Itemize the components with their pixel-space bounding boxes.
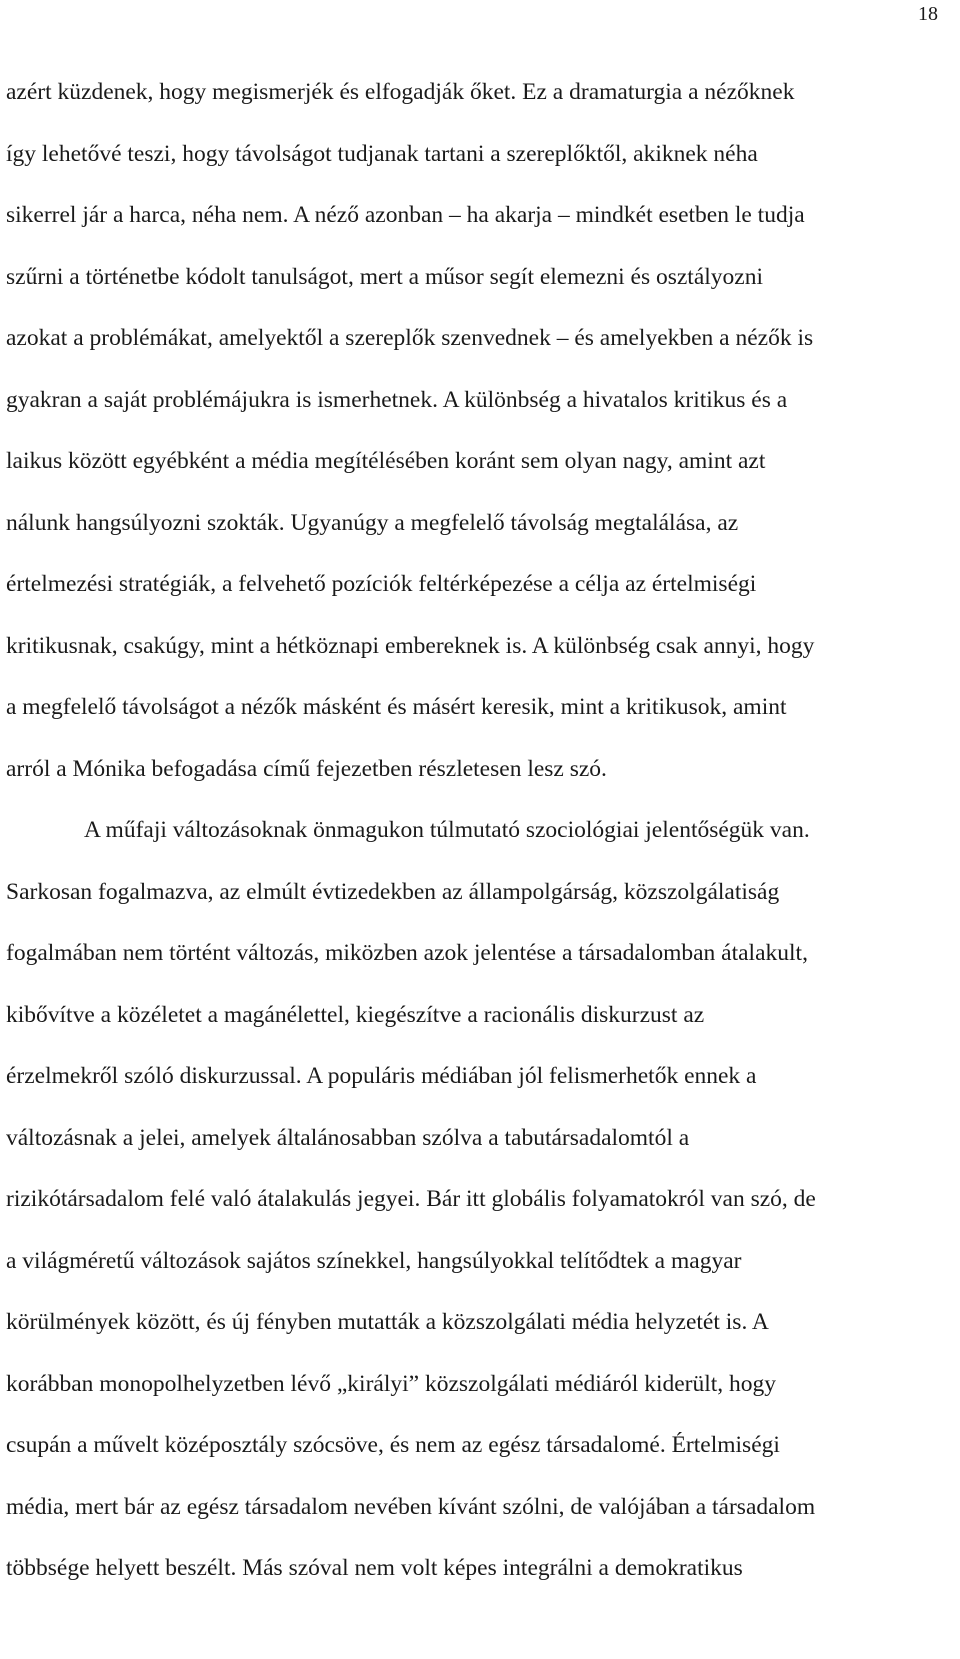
text-line: A műfaji változásoknak önmagukon túlmutató szociológiai jelentőségük van. (84, 817, 810, 843)
text-line: szűrni a történetbe kódolt tanulságot, mert a műsor segít elemezni és osztályozni (6, 263, 764, 290)
text-line: a világméretű változások sajátos színekkel, hangsúlyokkal telítődtek a magyar (6, 1247, 742, 1274)
text-line: csupán a művelt középosztály szócsöve, és nem az egész társadalomé. Értelmiségi (6, 1432, 780, 1458)
paragraph-1 (6, 62, 946, 800)
text-line: gyakran a saját problémájukra is ismerhetnek. A különbség a hivatalos kritikus és a (6, 386, 788, 413)
text-line: körülmények között, és új fényben mutatták a közszolgálati média helyzetét is. A (6, 1309, 769, 1335)
text-line: többsége helyett beszélt. Más szóval nem volt képes integrálni a demokratikus (6, 1555, 743, 1581)
text-line: azért küzdenek, hogy megismerjék és elfogadják őket. Ez a dramaturgia a nézőknek (6, 79, 795, 105)
body-text (6, 62, 946, 1600)
text-line: változásnak a jelei, amelyek általánosabban szólva a tabutársadalomtól a (6, 1124, 690, 1151)
text-line: korábban monopolhelyzetben lévő „királyi” közszolgálati médiáról kiderült, hogy (6, 1370, 777, 1397)
text-line: fogalmában nem történt változás, miközben azok jelentése a társadalomban átalakult, (6, 940, 808, 966)
text-line: nálunk hangsúlyozni szokták. Ugyanúgy a megfelelő távolság megtalálása, az (6, 509, 739, 536)
text-line: arról a Mónika befogadása című fejezetben részletesen lesz szó. (6, 755, 607, 782)
text-line: érzelmekről szóló diskurzussal. A populáris médiában jól felismerhetők ennek a (6, 1063, 757, 1089)
text-line: a megfelelő távolságot a nézők másként és másért keresik, mint a kritikusok, amint (6, 694, 787, 720)
text-line: azokat a problémákat, amelyektől a szereplők szenvednek – és amelyekben a nézők is (6, 325, 814, 351)
text-line: kibővítve a közéletet a magánélettel, kiegészítve a racionális diskurzust az (6, 1001, 705, 1028)
text-line: média, mert bár az egész társadalom nevében kívánt szólni, de valójában a társadalom (6, 1493, 816, 1520)
page-number: 18 (918, 3, 938, 25)
text-line: sikerrel jár a harca, néha nem. A néző azonban – ha akarja – mindkét esetben le tudja (6, 202, 805, 228)
text-line: értelmezési stratégiák, a felvehető pozíciók feltérképezése a célja az értelmiségi (6, 571, 757, 597)
text-line: kritikusnak, csakúgy, mint a hétköznapi embereknek is. A különbség csak annyi, hogy (6, 632, 815, 659)
text-line: így lehetővé teszi, hogy távolságot tudjanak tartani a szereplőktől, akiknek néha (6, 140, 758, 167)
text-line: laikus között egyébként a média megítélésében koránt sem olyan nagy, amint azt (6, 448, 766, 474)
text-line: Sarkosan fogalmazva, az elmúlt évtizedekben az állampolgárság, közszolgálatiság (6, 878, 780, 905)
text-line: rizikótársadalom felé való átalakulás jegyei. Bár itt globális folyamatokról van szó, de (6, 1186, 816, 1212)
paragraph-2 (6, 800, 946, 1600)
